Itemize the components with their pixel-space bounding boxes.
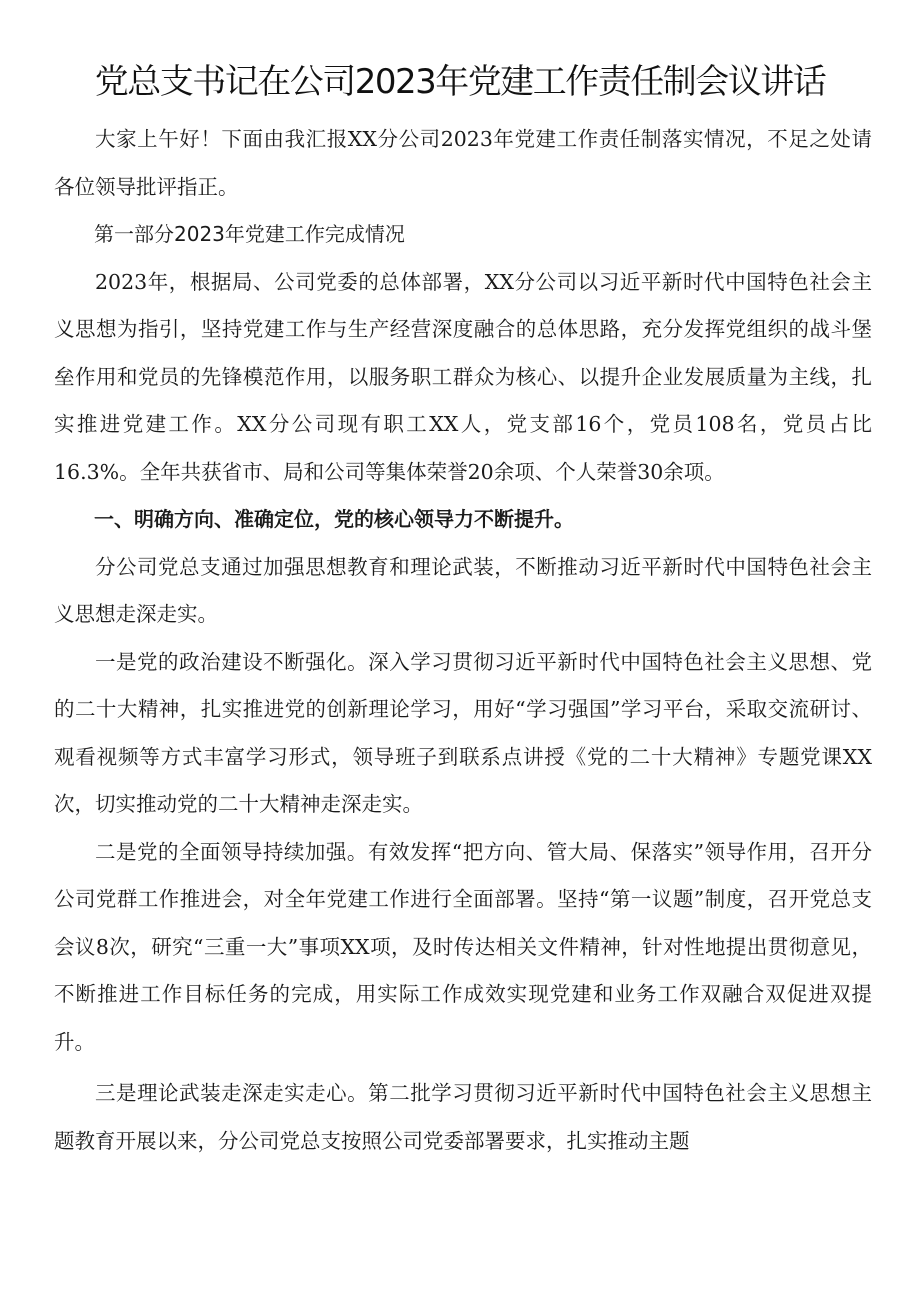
section-heading-part-one: 第一部分2023年党建工作完成情况 bbox=[94, 222, 405, 246]
paragraph-greeting: 大家上午好！下面由我汇报XX分公司2023年党建工作责任制落实情况，不足之处请各位领导批评指正。 bbox=[54, 127, 872, 199]
paragraph-point-two: 二是党的全面领导持续加强。有效发挥“把方向、管大局、保落实”领导作用，召开分公司党群工作推进会，对全年党建工作进行全面部署。坚持“第一议题”制度，召开党总支会议8次，研究“三重一大”事项XX项，及时传达相关文件精神，针对性地提出贯彻意见，不断推进工作目标任务的完成，用实际工作成效实现党建和业务工作双融合双促进双提升。 bbox=[54, 839, 872, 1054]
paragraph-overview: 2023年，根据局、公司党委的总体部署，XX分公司以习近平新时代中国特色社会主义思想为指引，坚持党建工作与生产经营深度融合的总体思路，充分发挥党组织的战斗堡垒作用和党员的先锋模范作用，以服务职工群众为核心、以提升企业发展质量为主线，扎实推进党建工作。XX分公司现有职工XX人，党支部16个，党员108名，党员占比16.3%。全年共获省市、局和公司等集体荣誉20余项、个人荣誉30余项。 bbox=[54, 269, 872, 484]
paragraph-intro: 分公司党总支通过加强思想教育和理论武装，不断推动习近平新时代中国特色社会主义思想走深走实。 bbox=[54, 554, 872, 626]
section-heading-one: 一、明确方向、准确定位，党的核心领导力不断提升。 bbox=[94, 507, 574, 531]
paragraph-point-one: 一是党的政治建设不断强化。深入学习贯彻习近平新时代中国特色社会主义思想、党的二十大精神，扎实推进党的创新理论学习，用好“学习强国”学习平台，采取交流研讨、观看视频等方式丰富学习形式，领导班子到联系点讲授《党的二十大精神》专题党课XX次，切实推动党的二十大精神走深走实。 bbox=[54, 649, 872, 816]
document-title: 党总支书记在公司2023年党建工作责任制会议讲话 bbox=[94, 62, 826, 102]
document-body bbox=[54, 116, 872, 1165]
paragraph-point-three: 三是理论武装走深走实走心。第二批学习贯彻习近平新时代中国特色社会主义思想主题教育开展以来，分公司党总支按照公司党委部署要求，扎实推动主题 bbox=[54, 1081, 872, 1153]
